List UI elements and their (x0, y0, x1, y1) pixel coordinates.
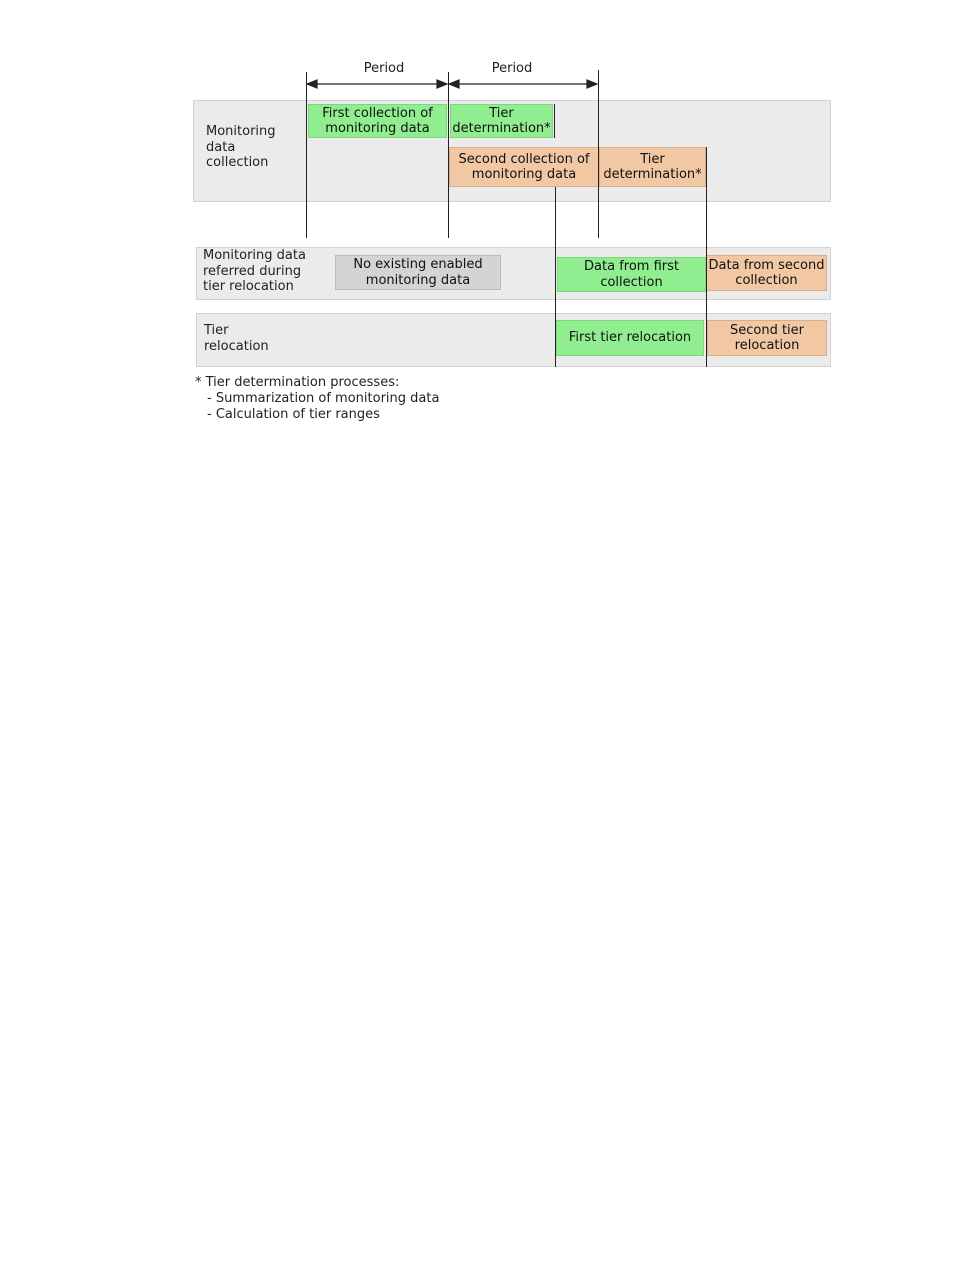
no-existing-data-box: No existing enabled monitoring data (335, 255, 501, 290)
timeline-line-second-relocation (706, 147, 707, 367)
second-collection-box: Second collection of monitoring data (449, 147, 599, 187)
second-period-arrow-left-head (449, 80, 459, 88)
second-tier-determination-box: Tier determination* (599, 147, 706, 187)
second-period-arrow-right-head (587, 80, 597, 88)
footnote (195, 375, 439, 423)
referred-row-label: Monitoring data referred during tier relocation (203, 248, 306, 294)
data-from-second-collection-box: Data from second collection (706, 255, 827, 291)
first-period-arrow-left-head (307, 80, 317, 88)
second-tier-relocation-box: Second tier relocation (707, 320, 827, 356)
first-collection-box: First collection of monitoring data (308, 104, 447, 138)
period-arrows (0, 0, 954, 100)
timeline-line-first-determination-end (554, 104, 555, 138)
footnote-heading: * Tier determination processes: (195, 375, 400, 390)
first-tier-determination-box: Tier determination* (450, 104, 553, 138)
first-period-arrow-right-head (437, 80, 447, 88)
first-tier-relocation-box: First tier relocation (556, 320, 704, 356)
footnote-item-calculation: - Calculation of tier ranges (207, 407, 380, 422)
data-from-first-collection-box: Data from first collection (557, 257, 706, 292)
relocation-row-label: Tier relocation (204, 323, 269, 354)
footnote-item-summarization: - Summarization of monitoring data (207, 391, 440, 406)
collection-row-label: Monitoring data collection (206, 124, 276, 170)
first-period-label: Period (363, 61, 405, 76)
second-period-label: Period (491, 61, 533, 76)
timeline-line-first-relocation (555, 187, 556, 367)
